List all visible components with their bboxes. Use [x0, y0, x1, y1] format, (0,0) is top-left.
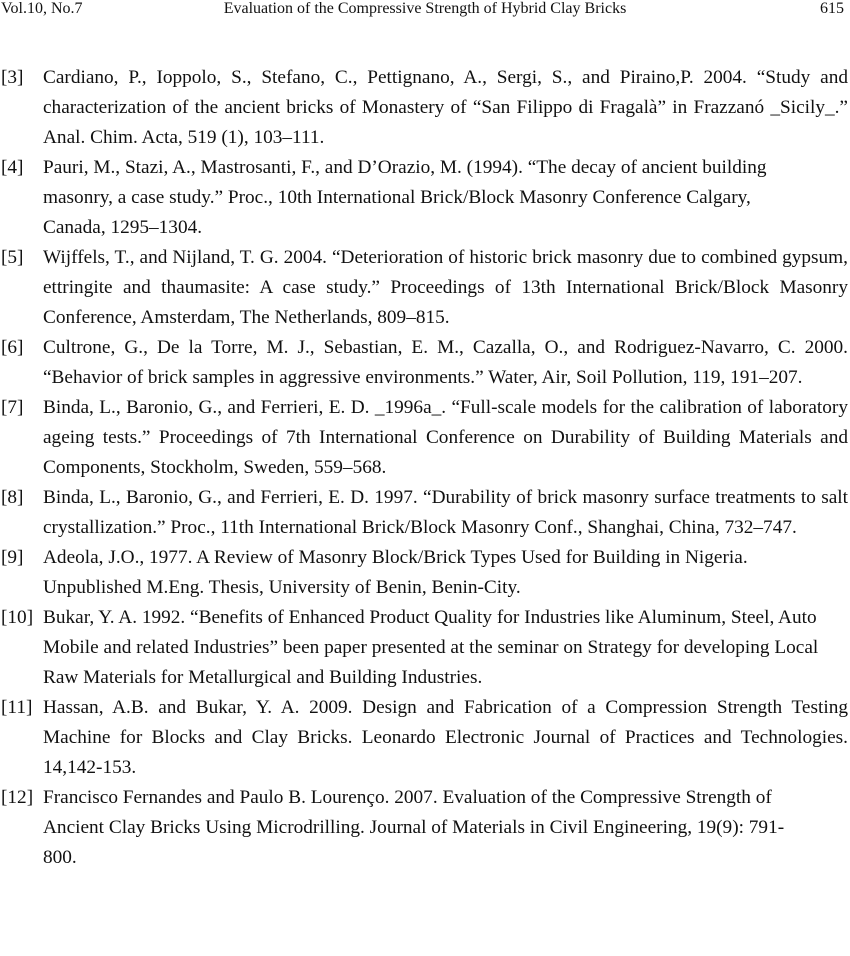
- reference-number: [12]: [1, 787, 34, 808]
- volume-label: Vol.10, No.7: [1, 0, 83, 17]
- reference-number: [3]: [1, 67, 24, 88]
- reference-text: Adeola, J.O., 1977. A Review of Masonry Block/Brick Types Used for Building in Nigeria. Unpublished M.Eng. Thesis, University of Benin, Benin-City.: [43, 547, 748, 598]
- reference-item: [0, 783, 848, 873]
- running-title: Evaluation of the Compressive Strength of Hybrid Clay Bricks: [223, 0, 627, 17]
- reference-list: [0, 63, 848, 873]
- reference-number: [6]: [1, 337, 24, 358]
- reference-item: [0, 543, 848, 603]
- reference-number: [9]: [1, 547, 24, 568]
- reference-item: [0, 63, 848, 153]
- reference-number: [4]: [1, 157, 24, 178]
- reference-number: [7]: [1, 397, 24, 418]
- reference-text: Wijffels, T., and Nijland, T. G. 2004. “Deterioration of historic brick masonry due to combined gypsum, ettringite and thaumasite: A case study.” Proceedings of 13th International Brick/Block Masonry Conference, Amsterdam, The Netherlands, 809–815.: [43, 247, 848, 328]
- reference-text: Hassan, A.B. and Bukar, Y. A. 2009. Design and Fabrication of a Compression Strength Testing Machine for Blocks and Clay Bricks. Leonardo Electronic Journal of Practices and Technologies. 14,142-153.: [43, 697, 848, 778]
- reference-item: [0, 693, 848, 783]
- reference-text: Bukar, Y. A. 1992. “Benefits of Enhanced Product Quality for Industries like Aluminum, Steel, Auto Mobile and related Industries” been paper presented at the seminar on Strategy for developing Local Raw Materials for Metallurgical and Building Industries.: [43, 607, 819, 688]
- reference-number: [5]: [1, 247, 24, 268]
- reference-number: [8]: [1, 487, 24, 508]
- reference-text: Pauri, M., Stazi, A., Mastrosanti, F., and D’Orazio, M. (1994). “The decay of ancient building masonry, a case study.” Proc., 10th International Brick/Block Masonry Conference Calgary, Canada, 1295–1304.: [43, 157, 767, 238]
- reference-number: [11]: [1, 697, 33, 718]
- reference-item: [0, 603, 848, 693]
- reference-text: Cultrone, G., De la Torre, M. J., Sebastian, E. M., Cazalla, O., and Rodriguez-Navarro, C. 2000. “Behavior of brick samples in aggressive environments.” Water, Air, Soil Pollution, 119, 191–207.: [43, 337, 848, 388]
- reference-text: Binda, L., Baronio, G., and Ferrieri, E. D. 1997. “Durability of brick masonry surface treatments to salt crystallization.” Proc., 11th International Brick/Block Masonry Conf., Shanghai, China, 732–747.: [43, 487, 848, 538]
- reference-text: Cardiano, P., Ioppolo, S., Stefano, C., Pettignano, A., Sergi, S., and Piraino,P. 2004. “Study and characterization of the ancient bricks of Monastery of “San Filippo di Fragalà” in Frazzanó _Sicily_.” Anal. Chim. Acta, 519 (1), 103–111.: [43, 67, 848, 148]
- reference-item: [0, 483, 848, 543]
- reference-item: [0, 333, 848, 393]
- reference-item: [0, 243, 848, 333]
- reference-text: Binda, L., Baronio, G., and Ferrieri, E. D. _1996a_. “Full-scale models for the calibration of laboratory ageing tests.” Proceedings of 7th International Conference on Durability of Building Materials and Components, Stockholm, Sweden, 559–568.: [43, 397, 848, 478]
- running-header: [0, 0, 850, 22]
- reference-item: [0, 393, 848, 483]
- page-number: 615: [820, 0, 844, 17]
- reference-item: [0, 153, 848, 243]
- reference-number: [10]: [1, 607, 34, 628]
- reference-text: Francisco Fernandes and Paulo B. Lourenço. 2007. Evaluation of the Compressive Strength of Ancient Clay Bricks Using Microdrilling. Journal of Materials in Civil Engineering, 19(9): 791-800.: [43, 787, 785, 868]
